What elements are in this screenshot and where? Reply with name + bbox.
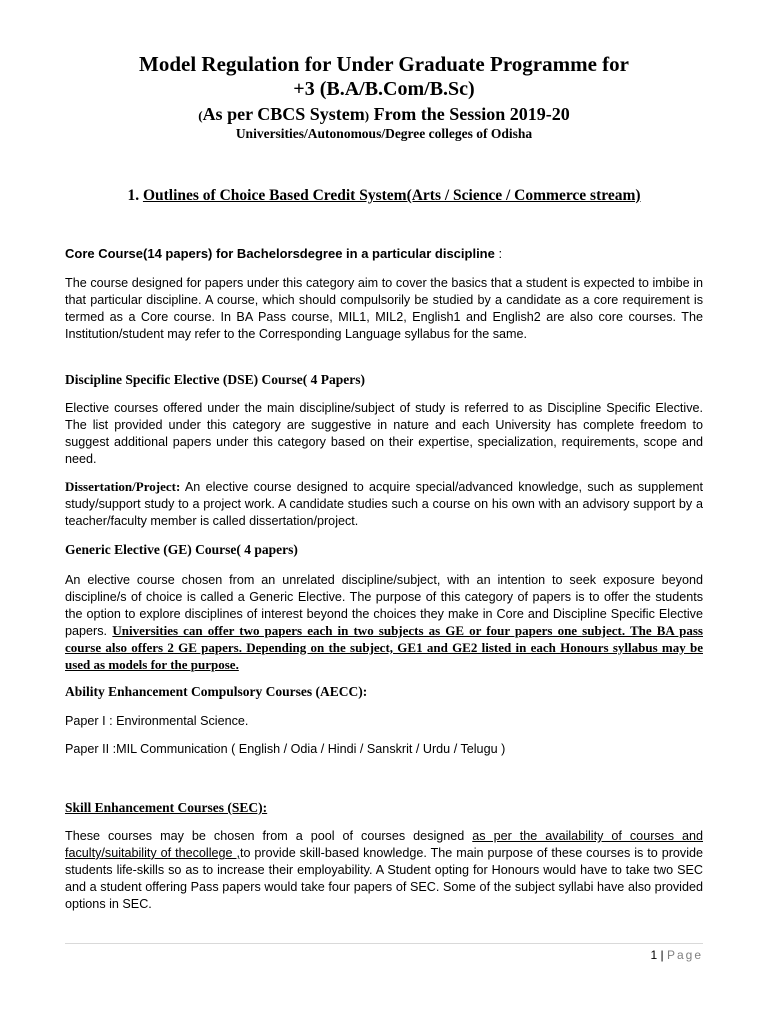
sec-text-b: to provide skill-based knowledge. The main purpose of these courses is to provide students life-skills so as to increase their employability. A Student opting for Honours would have to take two SEC and a student offering Pass papers would take four papers of SEC. Some of the subject syllabi have also provided options in SEC. <box>65 845 703 911</box>
ge-paragraph <box>65 572 703 673</box>
document-subtitle: Universities/Autonomous/Degree colleges of Odisha <box>235 126 533 141</box>
core-heading-text: Core Course(14 papers) for Bachelorsdegree in a particular discipline <box>65 246 495 261</box>
sec-text-underlined: as per the availability of courses and faculty/suitability of thecollege , <box>65 829 704 860</box>
aecc-heading: Ability Enhancement Compulsory Courses (AECC): <box>65 684 368 699</box>
sec-paragraph <box>65 828 703 913</box>
ge-text: An elective course chosen from an unrelated discipline/subject, with an intention to seek exposure beyond discipline/s of choice is called a Generic Elective. The purpose of this category of papers is to offer the students the option to explore disciplines of interest beyond the choices they make in Core and Discipline Specific Elective papers. <box>65 573 703 638</box>
document-title-line3 <box>0 104 768 125</box>
paren-close: ) <box>364 108 370 123</box>
page-label: Page <box>666 948 703 962</box>
aecc-paper2: Paper II :MIL Communication ( English / Odia / Hindi / Sanskrit / Urdu / Telugu ) <box>65 742 506 756</box>
dissertation-label: Dissertation/Project: <box>65 479 181 494</box>
sec-text-a: These courses may be chosen from a pool of courses designed <box>65 829 473 843</box>
page-number: 1 <box>650 948 658 962</box>
cbcs-system-text: As per CBCS System <box>202 104 365 124</box>
paren-open: ( <box>198 108 203 123</box>
dissertation-text: An elective course designed to acquire special/advanced knowledge, such as supplement study/support study to a project work. A candidate studies such a course on his own with an advisory support by a teacher/faculty member is called dissertation/project. <box>65 480 703 528</box>
page-footer <box>650 948 703 962</box>
document-title-line1: Model Regulation for Under Graduate Programme for <box>139 52 629 76</box>
ge-emphasis: Universities can offer two papers each in two subjects as GE or four papers one subject. The BA pass course also offers 2 GE papers. Depending on the subject, GE1 and GE2 listed in each Honours syllabus may be used as models for the purpose. <box>65 622 703 672</box>
dse-heading: Discipline Specific Elective (DSE) Course( 4 Papers) <box>65 372 365 387</box>
dse-paragraph: Elective courses offered under the main discipline/subject of study is referred to as Discipline Specific Elective. The list provided under this category are suggestive in nature and each University has complete freedom to suggest additional papers under this category based on their expertise, specialization, requirements, scope and need. <box>65 401 703 466</box>
section-heading <box>0 187 768 205</box>
aecc-paper1: Paper I : Environmental Science. <box>65 714 249 728</box>
sec-heading: Skill Enhancement Courses (SEC): <box>65 800 268 815</box>
footer-divider <box>65 943 703 944</box>
section-number: 1. <box>127 187 140 204</box>
core-course-heading <box>65 246 703 261</box>
ge-heading: Generic Elective (GE) Course( 4 papers) <box>65 542 298 557</box>
footer-separator: | <box>657 948 667 962</box>
document-title-line2: +3 (B.A/B.Com/B.Sc) <box>293 78 475 100</box>
session-text: From the Session 2019-20 <box>369 104 570 124</box>
section-title: Outlines of Choice Based Credit System(Arts / Science / Commerce stream) <box>142 187 641 204</box>
core-course-paragraph: The course designed for papers under this category aim to cover the basics that a student is expected to imbibe in that particular discipline. A course, which should compulsorily be studied by a candidate as a core requirement is termed as a Core course. In BA Pass course, MIL1, MIL2, English1 and English2 are also core courses. The Institution/student may refer to the Corresponding Language syllabus for the same. <box>65 276 703 341</box>
core-heading-suffix: : <box>494 246 503 261</box>
dissertation-paragraph <box>65 479 703 530</box>
